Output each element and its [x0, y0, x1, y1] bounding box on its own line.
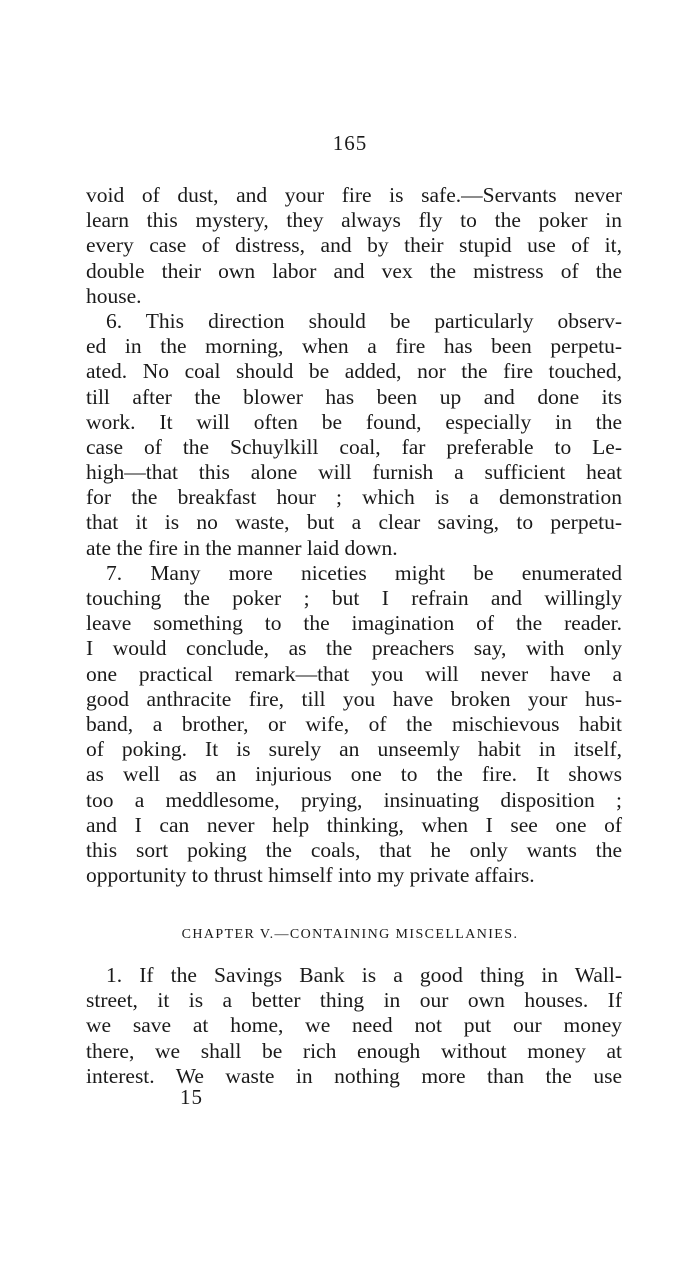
text-line: 7. Many more niceties might be enumerated	[106, 560, 622, 585]
text-line: 6. This direction should be particularly observ-	[106, 308, 622, 333]
text-line: case of the Schuylkill coal, far preferable to Le-	[86, 434, 622, 459]
chapter-text-block	[86, 963, 622, 1089]
text-line: ate the fire in the manner laid down.	[86, 535, 398, 560]
text-line: ated. No coal should be added, nor the fire touched,	[86, 359, 622, 384]
text-line: this sort poking the coals, that he only wants the	[86, 837, 622, 862]
text-line: ed in the morning, when a fire has been perpetu-	[86, 334, 622, 359]
text-line: leave something to the imagination of the reader.	[86, 611, 622, 636]
text-line: as well as an injurious one to the fire. It shows	[86, 762, 622, 787]
text-line: there, we shall be rich enough without money at	[86, 1038, 622, 1063]
text-line: learn this mystery, they always fly to the poker in	[86, 208, 622, 233]
text-line: good anthracite fire, till you have broken your hus-	[86, 686, 622, 711]
text-line: and I can never help thinking, when I see one of	[86, 812, 622, 837]
main-text-block	[86, 183, 622, 888]
text-line: void of dust, and your fire is safe.—Servants never	[86, 183, 622, 207]
text-line: we save at home, we need not put our money	[86, 1013, 622, 1038]
text-line: street, it is a better thing in our own houses. If	[86, 988, 622, 1013]
text-line: opportunity to thrust himself into my private affairs.	[86, 863, 535, 888]
text-line: too a meddlesome, prying, insinuating disposition ;	[86, 787, 622, 812]
chapter-heading: CHAPTER V.—CONTAINING MISCELLANIES.	[181, 927, 519, 942]
text-line: for the breakfast hour ; which is a demonstration	[86, 485, 622, 510]
text-line: house.	[86, 283, 142, 308]
text-line: interest. We waste in nothing more than the use	[86, 1063, 622, 1088]
text-line: that it is no waste, but a clear saving, to perpetu-	[86, 510, 622, 535]
text-line: work. It will often be found, especially in the	[86, 409, 622, 434]
text-line: I would conclude, as the preachers say, with only	[86, 636, 622, 661]
text-line: touching the poker ; but I refrain and willingly	[86, 586, 622, 610]
text-line: high—that this alone will furnish a sufficient heat	[86, 460, 622, 485]
text-line: 1. If the Savings Bank is a good thing in Wall-	[106, 963, 622, 987]
text-line: double their own labor and vex the mistress of the	[86, 258, 622, 283]
signature-mark: 15	[180, 1085, 203, 1109]
text-line: of poking. It is surely an unseemly habit in itself,	[86, 737, 622, 762]
text-line: one practical remark—that you will never have a	[86, 661, 622, 686]
text-line: band, a brother, or wife, of the mischievous habit	[86, 711, 622, 736]
text-line: till after the blower has been up and done its	[86, 384, 622, 409]
page-number: 165	[332, 131, 368, 155]
text-line: every case of distress, and by their stupid use of it,	[86, 233, 622, 258]
